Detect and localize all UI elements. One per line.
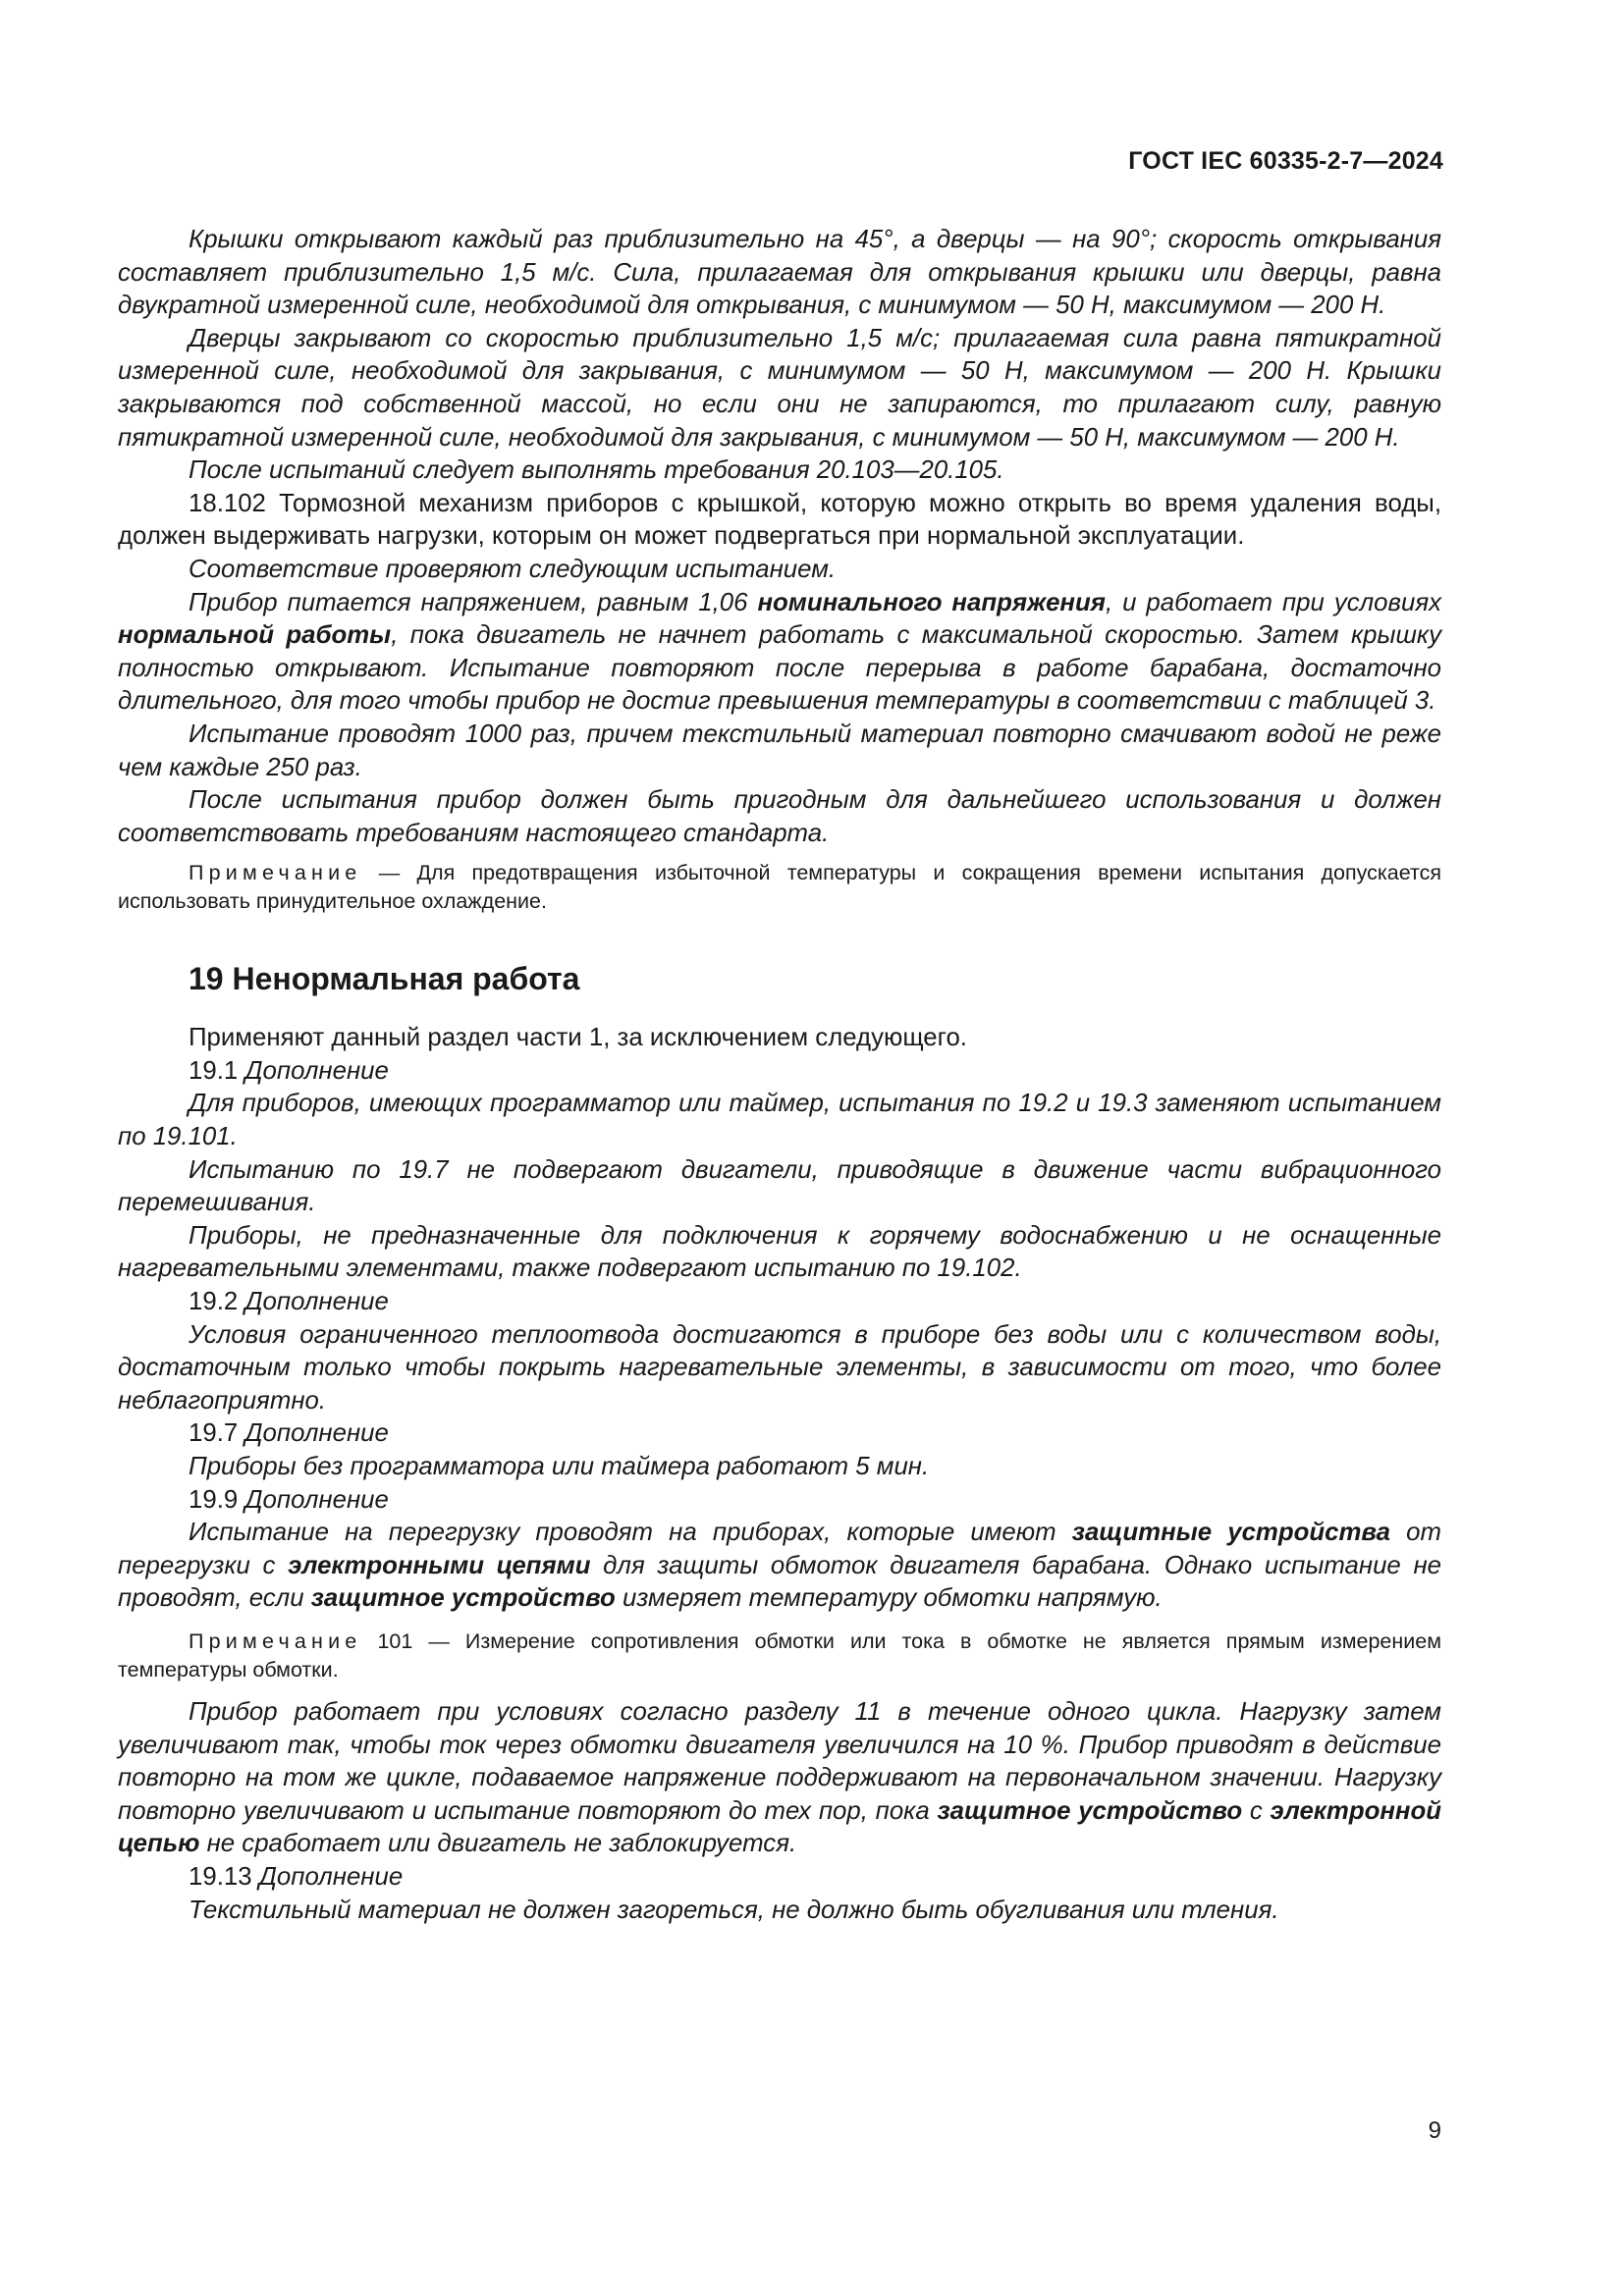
clause-number: 19.9 <box>189 1485 245 1514</box>
clause-number: 19.13 <box>189 1862 259 1891</box>
term-protective-device: защитное устройство <box>310 1584 616 1613</box>
clause-19-2-paragraph-1: Условия ограниченного теплоотвода достигаются в приборе без воды или с количеством воды, достаточным только чтобы покрыть нагревательные элементы, в зависимости от того, что более неблагоприятно. <box>118 1320 1441 1415</box>
term-rated-voltage: номинального напряжения <box>757 588 1106 616</box>
note-label: Примечание <box>189 1629 362 1653</box>
text-run: для защиты обмоток двигателя барабана. Однако испытание не проводят, если <box>118 1551 1441 1613</box>
text-run: от перегрузки с <box>118 1519 1441 1579</box>
clause-19-1-heading <box>118 1055 1441 1089</box>
clause-label: Дополнение <box>258 1862 404 1891</box>
clause-label: Дополнение <box>244 1419 389 1448</box>
text-run: Прибор работает при условиях согласно разделу 11 в течение одного цикла. Нагрузку затем увеличивают так, чтобы ток через обмотки двигателя увеличился на 10 %. Прибор приводят в действие повторно на том же цикле, подаваемое напряжение поддерживают на первоначальном значении. Нагрузку повторно увеличивают и испытание повторяют до тех пор, пока <box>118 1697 1441 1825</box>
clause-number: 19.2 <box>189 1288 245 1316</box>
term-normal-operation: нормальной работы <box>118 621 392 650</box>
clause-19-13-heading <box>118 1861 1441 1895</box>
note-label: Примечание <box>189 861 362 885</box>
clause-19-1-paragraph-3: Приборы, не предназначенные для подключения к горячему водоснабжению и не оснащенные нагревательными элементами, также подвергают испытанию по 19.102. <box>118 1221 1441 1283</box>
term-electronic-circuits: электронными цепями <box>288 1551 591 1579</box>
note-101-winding <box>118 1628 1441 1684</box>
clause-18-102: 18.102 Тормозной механизм приборов с крышкой, которую можно открыть во время удаления воды, должен выдерживать нагрузки, которым он может подвергаться при нормальной эксплуатации. <box>118 489 1441 551</box>
note-text: — Для предотвращения избыточной температуры и сокращения времени испытания допускается использовать принудительное охлаждение. <box>118 861 1441 914</box>
text-run: с <box>1242 1796 1271 1825</box>
term-protective-device: защитное устройство <box>937 1796 1243 1825</box>
clause-19-9-paragraph-2 <box>118 1696 1441 1861</box>
clause-19-1-paragraph-1: Для приборов, имеющих программатор или таймер, испытания по 19.2 и 19.3 заменяют испытанием по 19.101. <box>118 1090 1441 1151</box>
clause-19-7-heading <box>118 1417 1441 1451</box>
clause-label: Дополнение <box>244 1056 389 1085</box>
clause-19-2-heading <box>118 1286 1441 1319</box>
paragraph-voltage-test <box>118 587 1441 719</box>
text-run: Прибор питается напряжением, равным 1,06 <box>189 588 758 616</box>
clause-19-7-paragraph-1: Приборы без программатора или таймера работают 5 мин. <box>189 1453 930 1480</box>
text-run: Испытание на перегрузку проводят на приборах, которые имеют <box>189 1519 1072 1547</box>
paragraph-after-tests: После испытаний следует выполнять требования 20.103—20.105. <box>189 456 1004 485</box>
paragraph-after-test-usable: После испытания прибор должен быть пригодным для дальнейшего использования и должен соответствовать требованиям настоящего стандарта. <box>118 786 1441 847</box>
paragraph-door-closing: Дверцы закрывают со скоростью приблизительно 1,5 м/с; прилагаемая сила равна пятикратной измеренной силе, необходимой для закрывания, с минимумом — 50 Н, максимумом — 200 Н. Крышки закрываются под собственной массой, но если они не запираются, то прилагают силу, равную пятикратной измеренной силе, необходимой для закрывания, с минимумом — 50 Н, максимумом — 200 Н. <box>118 324 1441 452</box>
note-forced-cooling <box>118 859 1441 916</box>
clause-19-9-paragraph-1 <box>118 1517 1441 1616</box>
document-body <box>118 224 1441 1927</box>
text-run: , пока двигатель не начнет работать с максимальной скоростью. Затем крышку полностью открывают. Испытание повторяют после перерыва в работе барабана, достаточно длительного, для того чтобы прибор не достиг превышения температуры в соответствии с таблицей 3. <box>118 621 1441 716</box>
section-19-intro: Применяют данный раздел части 1, за исключением следующего. <box>189 1024 967 1052</box>
paragraph-lid-opening: Крышки открывают каждый раз приблизительно на 45°, а дверцы — на 90°; скорость открывания составляет приблизительно 1,5 м/с. Сила, прилагаемая для открывания крышки или дверцы, равна двукратной измеренной силе, необходимой для открывания, с минимумом — 50 Н, максимумом — 200 Н. <box>118 226 1441 320</box>
text-run: измеряет температуру обмотки напрямую. <box>615 1584 1163 1613</box>
clause-number: 19.7 <box>189 1419 245 1448</box>
paragraph-compliance-check: Соответствие проверяют следующим испытанием. <box>189 555 837 583</box>
text-run: , и работает при условиях <box>1105 588 1442 616</box>
section-19-title: 19 Ненормальная работа <box>189 961 580 997</box>
term-electronic-circuit: электронной цепью <box>118 1796 1442 1858</box>
term-protective-devices: защитные устройства <box>1071 1519 1391 1547</box>
note-text: 101 — Измерение сопротивления обмотки или тока в обмотке не является прямым измерением температуры обмотки. <box>118 1629 1441 1682</box>
clause-19-1-paragraph-2: Испытанию по 19.7 не подвергают двигатели, приводящие в движение части вибрационного перемешивания. <box>118 1155 1441 1217</box>
clause-label: Дополнение <box>244 1485 389 1514</box>
page-number: 9 <box>1428 2117 1441 2144</box>
paragraph-1000-cycles: Испытание проводят 1000 раз, причем текстильный материал повторно смачивают водой не реже чем каждые 250 раз. <box>118 720 1441 781</box>
clause-19-13-paragraph-1: Текстильный материал не должен загореться, не должно быть обугливания или тления. <box>189 1896 1279 1924</box>
clause-label: Дополнение <box>244 1288 389 1316</box>
text-run: не сработает или двигатель не заблокируется. <box>199 1830 797 1858</box>
document-header-id: ГОСТ IEC 60335-2-7—2024 <box>1128 147 1443 175</box>
clause-number: 19.1 <box>189 1056 245 1085</box>
clause-19-9-heading <box>118 1484 1441 1518</box>
